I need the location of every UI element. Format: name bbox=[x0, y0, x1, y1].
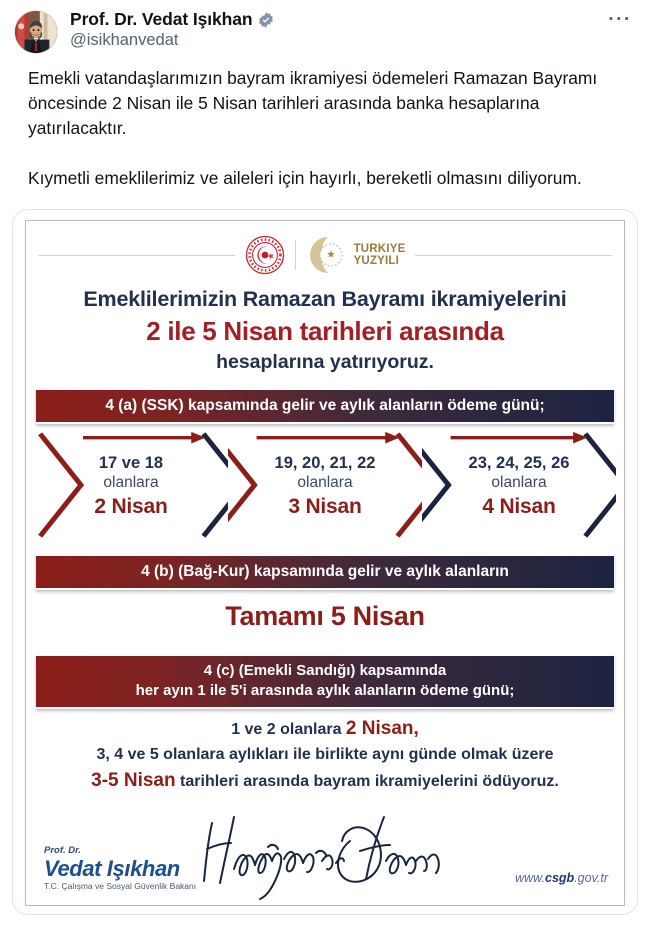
step-1-sub: olanlara bbox=[103, 474, 159, 491]
display-name[interactable]: Prof. Dr. Vedat Işıkhan bbox=[70, 9, 253, 29]
poster-inner-frame bbox=[25, 220, 625, 906]
banner-sandik-line-2: her ayın 1 ile 5'i arasında aylık alanların ödeme günü; bbox=[135, 682, 515, 699]
payment-step-1 bbox=[34, 428, 228, 542]
banner-sandik-line-1: 4 (c) (Emekli Sandığı) kapsamında bbox=[203, 662, 447, 679]
logo-rule-left bbox=[38, 255, 235, 256]
step-3-date: 4 Nisan bbox=[482, 495, 556, 518]
avatar[interactable] bbox=[14, 10, 58, 54]
tc-devlet-armasi-icon bbox=[245, 235, 285, 275]
poster-footer bbox=[34, 792, 616, 899]
payment-step-2-text bbox=[228, 454, 422, 519]
banner-emekli-sandigi bbox=[36, 654, 614, 709]
turkiye-yuzyili-logo bbox=[306, 235, 406, 275]
step-2-date: 3 Nisan bbox=[288, 495, 362, 518]
account-handle[interactable]: @isikhanvedat bbox=[70, 31, 179, 49]
poster-headline bbox=[34, 281, 616, 376]
hayirli-olsun-signature-icon bbox=[200, 811, 450, 903]
payment-steps-row bbox=[34, 424, 616, 542]
tweet-paragraph-2: Kıymetli emeklilerimiz ve aileleri için hayırlı, bereketli olmasını diliyorum. bbox=[28, 168, 582, 188]
banner-bagkur: 4 (b) (Bağ-Kur) kapsamında gelir ve aylık alanların bbox=[36, 554, 614, 590]
verified-badge-icon bbox=[257, 11, 275, 29]
poster-image bbox=[13, 210, 637, 914]
detail-line-1 bbox=[40, 718, 610, 740]
tweet-body bbox=[14, 54, 636, 191]
detail-line-3-post: tarihleri arasında bayram ikramiyelerini ödüyoruz. bbox=[175, 773, 559, 790]
logo-rule-right bbox=[415, 255, 612, 256]
bagkur-result: Tamamı 5 Nisan bbox=[225, 601, 425, 631]
poster-logos-row bbox=[34, 225, 616, 281]
tweet-container bbox=[0, 0, 650, 191]
turkiye-yuzyili-text bbox=[354, 243, 406, 267]
brand-line-1: TURKIYE bbox=[353, 243, 406, 255]
headline-line-2: 2 ile 5 Nisan tarihleri arasında bbox=[146, 316, 504, 346]
step-1-numbers: 17 ve 18 bbox=[98, 454, 164, 472]
step-1-date: 2 Nisan bbox=[94, 495, 168, 518]
website-pre: www. bbox=[515, 871, 545, 885]
website-emphasis: csgb bbox=[545, 871, 575, 885]
minister-block bbox=[44, 846, 196, 893]
step-3-sub: olanlara bbox=[491, 474, 547, 491]
payment-step-3 bbox=[422, 428, 616, 542]
payment-step-3-text bbox=[422, 454, 616, 519]
handwritten-signature bbox=[200, 811, 450, 903]
tweet-header bbox=[14, 8, 636, 54]
minister-prefix: Prof. Dr. bbox=[44, 845, 81, 857]
tweet-media-card[interactable] bbox=[12, 209, 638, 915]
brand-line-2: YUZYILI bbox=[353, 255, 400, 267]
step-3-numbers: 23, 24, 25, 26 bbox=[468, 454, 570, 472]
turkiye-yuzyili-logo-icon bbox=[306, 235, 350, 275]
detail-line-1-emphasis: 2 Nisan, bbox=[345, 718, 419, 739]
display-name-line bbox=[70, 9, 608, 30]
paragraph-spacer bbox=[28, 141, 622, 166]
tweet-paragraph-1: Emekli vatandaşlarımızın bayram ikramiyesi ödemeleri Ramazan Bayramı öncesinde 2 Nisan ile 5 Nisan tarihleri arasında banka hesaplarına yatırılacaktır. bbox=[28, 68, 598, 138]
detail-line-3-emphasis: 3-5 Nisan bbox=[91, 770, 176, 791]
more-options-icon[interactable]: ··· bbox=[608, 9, 632, 30]
detail-line-1-pre: 1 ve 2 olanlara bbox=[231, 721, 346, 738]
detail-line-3 bbox=[40, 770, 610, 792]
headline-line-3: hesaplarına yatırıyoruz. bbox=[216, 351, 434, 373]
minister-role: T.C. Çalışma ve Sosyal Güvenlik Bakanı bbox=[44, 881, 197, 892]
banner-ssk: 4 (a) (SSK) kapsamında gelir ve aylık alanların ödeme günü; bbox=[36, 388, 614, 424]
minister-name: Vedat Işıkhan bbox=[44, 855, 180, 881]
account-names bbox=[70, 8, 608, 50]
detail-line-2: 3, 4 ve 5 olanlara aylıkları ile birlikte aynı günde olmak üzere bbox=[96, 746, 554, 763]
emekli-sandigi-detail bbox=[34, 709, 616, 792]
logo-divider bbox=[295, 240, 296, 270]
website-url[interactable] bbox=[515, 871, 608, 893]
headline-line-1: Emeklilerimizin Ramazan Bayramı ikramiyelerini bbox=[83, 287, 567, 311]
avatar-photo-icon bbox=[15, 11, 57, 53]
payment-step-2 bbox=[228, 428, 422, 542]
step-2-sub: olanlara bbox=[297, 474, 353, 491]
payment-step-1-text bbox=[34, 454, 228, 519]
website-post: .gov.tr bbox=[574, 871, 608, 885]
step-2-numbers: 19, 20, 21, 22 bbox=[274, 454, 376, 472]
